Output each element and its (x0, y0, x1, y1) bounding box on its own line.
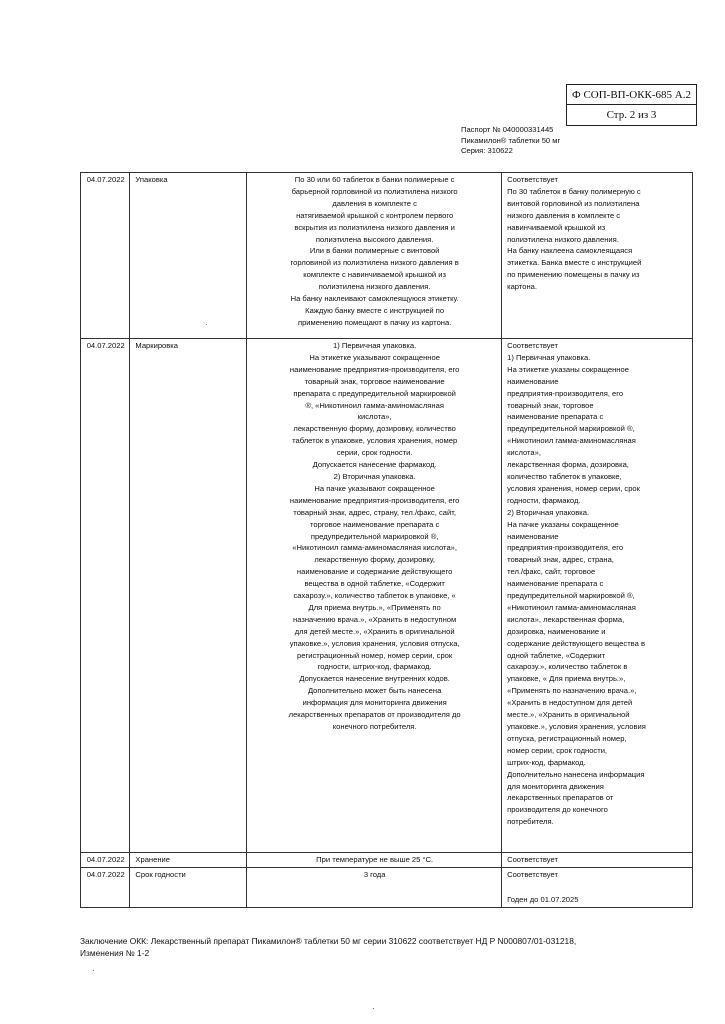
requirement-line: кислота», (357, 412, 392, 422)
requirement-line: Допускается нанесение фармакод. (312, 460, 437, 470)
requirement-line: товарный знак, торговое наименование (304, 376, 445, 386)
result-line: навинчиваемой крышкой из (507, 222, 606, 232)
passport-series: Серия: 310622 (461, 146, 513, 155)
result-line: По 30 таблеток в банку полимерную с (507, 186, 641, 196)
requirement-line: Для приема внутрь.», «Применять по (308, 602, 441, 612)
requirement-line: годности, штрих-код, фармакод. (317, 662, 432, 672)
conclusion-line-2: Изменения № 1-2 (80, 948, 150, 958)
requirement-line: вскрытия из полиэтилена низкого давления и (294, 222, 455, 232)
result-line: «Хранить в недоступном для детей (507, 698, 633, 708)
result-line: предприятия-производителя, его (507, 543, 624, 553)
result-line: Соответствует (507, 869, 558, 879)
result-line: производителя до конечного (507, 805, 608, 815)
requirement-line: Или в банки полимерные с винтовой (309, 246, 440, 256)
page-number: Стр. 2 из 3 (606, 109, 657, 121)
result-cell (502, 853, 693, 868)
requirement-line: вещества в одной таблетке, «Содержит (304, 579, 445, 589)
passport-header (461, 125, 560, 157)
result-line: содержание действующего вещества в (507, 638, 645, 648)
test-date: 04.07.2022 (81, 339, 130, 853)
row-packaging (81, 173, 693, 339)
requirement-line: упаковке.», условия хранения, условия отпуска, (289, 638, 460, 648)
result-line: На пачке указаны сокращенное (507, 519, 619, 529)
requirement-line: для детей месте.», «Хранить в оригинальной (294, 626, 455, 636)
passport-number: Паспорт № 040000331445 (461, 125, 554, 134)
result-line: предупредительной маркировкой ®, (507, 591, 635, 601)
result-line: для мониторинга движения (507, 781, 604, 791)
result-line: «Никотиноил гамма-аминомасляная (507, 602, 636, 612)
result-line: низкого давления в комплекте с (507, 210, 621, 220)
conclusion-line-1: Заключение ОКК: Лекарственный препарат Пикамилон® таблетки 50 мг серии 310622 соответствует НД Р N000807/01-031218, (80, 936, 577, 946)
scan-speck: · (205, 320, 208, 329)
requirement-line: препарата с предупредительной маркировкой (293, 388, 456, 398)
test-name: Срок годности (130, 867, 247, 907)
result-line: отпуска, регистрационный номер, (507, 733, 627, 743)
requirement-line: сахарозу.», количество таблеток в упаковке, « (293, 591, 456, 601)
requirement-cell (247, 867, 502, 907)
requirement-line: лекарственных препаратов от производителя до (288, 710, 461, 720)
requirement-line: лекарственную форму, дозировку, количество (293, 424, 456, 434)
test-name: Хранение (130, 853, 247, 868)
requirement-line: лекарственную форму, дозировку, (314, 555, 435, 565)
result-line: предупредительной маркировкой ®, (507, 424, 635, 434)
requirement-line: горловиной из полиэтилена низкого давления в (290, 258, 459, 268)
requirement-line: серии, срок годности. (336, 448, 413, 458)
result-line: наименование препарата с (507, 412, 604, 422)
scan-speck: · (92, 966, 95, 975)
result-line: лекарственных препаратов от (507, 793, 614, 803)
requirement-line: барьерной горловиной из полиэтилена низкого (291, 186, 458, 196)
result-line: Соответствует (507, 175, 558, 184)
result-line: винтовой горловиной из полиэтилена (507, 198, 640, 208)
result-line: товарный знак, адрес, страна, (507, 555, 614, 565)
requirement-line: 2) Вторичная упаковка. (333, 471, 416, 481)
result-line: потребителя. (507, 817, 554, 827)
result-line: номер серии, срок годности, (507, 745, 608, 755)
requirement-line: назначению врача.», «Хранить в недоступном (293, 614, 457, 624)
requirement-line: наименование предприятия-производителя, его (289, 364, 460, 374)
expiry-date: Годен до 01.07.2025 (507, 894, 579, 904)
result-line: Соответствует (507, 855, 558, 864)
requirement-line: На пачке указывают сокращенное (314, 483, 435, 493)
requirement-line: полиэтилена высокого давления. (315, 234, 434, 244)
requirement-line: Допускается нанесение внутренних кодов. (299, 674, 450, 684)
result-line: по применению помещены в пачку из (507, 270, 640, 280)
result-line: кислота», лекарственная форма, (507, 614, 625, 624)
result-line: предприятия-производителя, его (507, 388, 624, 398)
requirement-line: 3 года (363, 869, 386, 879)
result-cell (502, 867, 693, 907)
requirement-line: наименование предприятия-производителя, его (289, 495, 460, 505)
test-date: 04.07.2022 (81, 853, 130, 868)
requirement-cell (247, 339, 502, 853)
requirement-line: предупредительной маркировкой ®, (310, 531, 439, 541)
result-line: сахарозу.», количество таблеток в (507, 662, 628, 672)
scan-speck: · (372, 1004, 375, 1013)
requirement-line: информация для мониторинга движения (302, 698, 447, 708)
result-line: тел./факс, сайт, торговое (507, 567, 596, 577)
requirement-line: При температуре не выше 25 °С. (316, 855, 434, 864)
result-cell (502, 173, 693, 339)
result-line: упаковке.», условия хранения, условия (507, 722, 646, 731)
result-line: наименование препарата с (507, 579, 604, 589)
requirement-line: 1) Первичная упаковка. (333, 341, 417, 350)
result-line: 2) Вторичная упаковка. (507, 507, 590, 517)
requirement-line: конечного потребителя. (332, 722, 417, 731)
result-line: товарный знак, торговое (507, 400, 594, 410)
requirement-line: Каждую банку вместе с инструкцией по (305, 305, 445, 315)
form-code-box (566, 84, 697, 126)
requirement-line: натягиваемой крышкой с контролем первого (296, 210, 454, 220)
passport-product: Пикамилон® таблетки 50 мг (461, 135, 561, 145)
result-line: На этикетке указаны сокращенное (507, 364, 629, 374)
requirement-line: По 30 или 60 таблеток в банки полимерные с (294, 175, 455, 184)
result-line: «Никотиноил гамма-аминомасляная (507, 436, 636, 446)
result-line: штрих-код, фармакод. (507, 757, 586, 767)
requirement-line: таблеток в упаковке, условия хранения, номер (292, 436, 458, 446)
requirement-line: ®, «Никотиноил гамма-аминомасляная (305, 400, 444, 410)
result-cell (502, 339, 693, 853)
result-line: этикетка. Банка вместе с инструкцией (507, 258, 642, 268)
row-storage (81, 853, 693, 868)
test-date: 04.07.2022 (81, 173, 130, 339)
requirement-line: На банку наклеивают самоклеящуюся этикетку. (290, 294, 459, 304)
result-line: кислота», (507, 448, 541, 458)
result-line: Дополнительно нанесена информация (507, 769, 645, 779)
requirement-line: «Никотиноил гамма-аминомасляная кислота», (292, 543, 458, 553)
result-line: Соответствует (507, 341, 558, 350)
requirement-line: применению помещают в пачку из картона. (297, 317, 452, 327)
result-line: наименование (507, 376, 559, 386)
requirement-line: регистрационный номер, номер серии, срок (297, 650, 453, 660)
requirement-line: На этикетке указывают сокращенное (309, 352, 440, 362)
result-line: условия хранения, номер серии, срок (507, 483, 640, 493)
row-labeling (81, 339, 693, 853)
conclusion (80, 935, 700, 959)
result-line: упаковке, « Для приема внутрь.», (507, 674, 626, 684)
results-table (80, 172, 693, 908)
requirement-line: наименование и содержание действующего (296, 567, 453, 577)
requirement-cell (247, 173, 502, 339)
requirement-line: торговое наименование препарата с (309, 519, 440, 529)
form-code: Ф СОП-ВП-ОКК-685 А.2 (567, 85, 696, 105)
requirement-line: Дополнительно может быть нанесена (307, 686, 442, 696)
requirement-line: товарный знак, адрес, страну, тел./факс, сайт, (293, 507, 456, 517)
requirement-line: полиэтилена низкого давления. (318, 282, 431, 292)
result-line: картона. (507, 282, 538, 292)
requirement-cell (247, 853, 502, 868)
test-name: Маркировка (130, 339, 247, 853)
requirement-line: давления в комплекте с (332, 198, 417, 208)
result-line: дозировка, наименование и (507, 626, 606, 636)
result-line: количество таблеток в упаковке, (507, 471, 622, 481)
test-date: 04.07.2022 (81, 867, 130, 907)
result-line: годности, фармакод. (507, 495, 581, 505)
result-line: «Применять по назначению врача.», (507, 686, 637, 696)
requirement-line: комплекте с навинчиваемой крышкой из (303, 270, 447, 280)
result-line: лекарственная форма, дозировка, (507, 460, 629, 470)
row-shelf-life (81, 867, 693, 907)
result-line: одной таблетке, «Содержит (507, 650, 606, 660)
result-line: полиэтилена низкого давления. (507, 234, 619, 244)
result-line: наименование (507, 531, 559, 541)
result-line: На банку наклеена самоклеящаяся (507, 246, 633, 256)
test-name: Упаковка (130, 173, 247, 339)
result-line: месте.», «Хранить в оригинальной (507, 710, 630, 720)
result-line: 1) Первичная упаковка. (507, 352, 591, 362)
